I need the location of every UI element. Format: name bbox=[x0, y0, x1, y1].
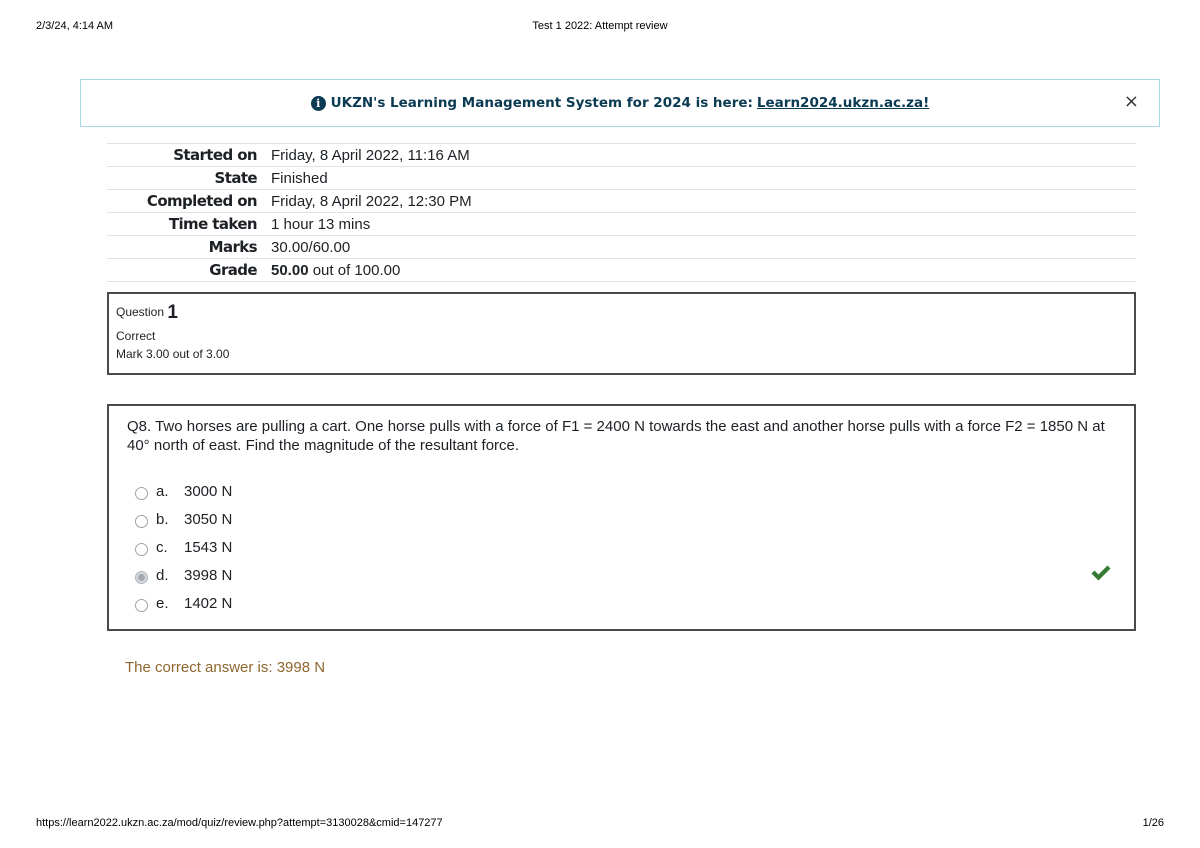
answer-option[interactable] bbox=[135, 478, 232, 506]
print-header bbox=[0, 20, 1200, 36]
print-footer bbox=[0, 817, 1200, 833]
answer-letter: e. bbox=[156, 594, 169, 612]
radio-button[interactable] bbox=[135, 515, 148, 528]
summary-value: 30.00/60.00 bbox=[271, 236, 1136, 259]
answer-list bbox=[135, 478, 232, 617]
grade-value: 50.00 bbox=[271, 261, 309, 279]
answer-text: 1402 N bbox=[184, 594, 233, 612]
notice-text: UKZN's Learning Management System for 2024 is here: bbox=[330, 95, 753, 111]
summary-label: Grade bbox=[107, 259, 271, 282]
grade-out-of: out of 100.00 bbox=[308, 261, 401, 279]
question-content bbox=[107, 404, 1136, 631]
summary-row bbox=[107, 259, 1136, 282]
answer-text: 1543 N bbox=[184, 538, 233, 556]
radio-button-selected[interactable] bbox=[135, 571, 148, 584]
close-icon[interactable]: × bbox=[1123, 91, 1139, 112]
summary-row bbox=[107, 144, 1136, 167]
answer-option[interactable] bbox=[135, 561, 232, 589]
answer-option[interactable] bbox=[135, 506, 232, 534]
question-label: Question bbox=[116, 305, 165, 319]
radio-button[interactable] bbox=[135, 543, 148, 556]
summary-label: Completed on bbox=[107, 190, 271, 213]
summary-value: Friday, 8 April 2022, 11:16 AM bbox=[271, 144, 1136, 167]
question-state: Correct bbox=[116, 329, 156, 343]
answer-letter: d. bbox=[156, 566, 169, 584]
notice-link[interactable]: Learn2024.ukzn.ac.za! bbox=[756, 95, 930, 111]
summary-value: Finished bbox=[271, 167, 1136, 190]
answer-option[interactable] bbox=[135, 589, 232, 617]
question-number bbox=[116, 300, 1127, 325]
summary-label: State bbox=[107, 167, 271, 190]
info-icon: i bbox=[311, 96, 326, 111]
summary-row bbox=[107, 236, 1136, 259]
summary-value: Friday, 8 April 2022, 12:30 PM bbox=[271, 190, 1136, 213]
print-title: Test 1 2022: Attempt review bbox=[532, 20, 668, 32]
summary-row bbox=[107, 213, 1136, 236]
summary-row bbox=[107, 190, 1136, 213]
summary-row bbox=[107, 167, 1136, 190]
correct-check-icon bbox=[1090, 564, 1112, 582]
radio-button[interactable] bbox=[135, 487, 148, 500]
print-page-number: 1/26 bbox=[1142, 817, 1164, 829]
question-num: 1 bbox=[167, 302, 178, 323]
print-url: https://learn2022.ukzn.ac.za/mod/quiz/review.php?attempt=3130028&cmid=147277 bbox=[36, 817, 443, 829]
summary-label: Marks bbox=[107, 236, 271, 259]
answer-text: 3050 N bbox=[184, 511, 233, 529]
radio-button[interactable] bbox=[135, 599, 148, 612]
correct-answer-feedback: The correct answer is: 3998 N bbox=[125, 659, 326, 676]
answer-text: 3000 N bbox=[184, 483, 233, 501]
lms-notice-banner bbox=[80, 79, 1160, 127]
question-info bbox=[107, 292, 1136, 375]
answer-letter: a. bbox=[156, 483, 169, 501]
answer-option[interactable] bbox=[135, 534, 232, 562]
answer-letter: b. bbox=[156, 511, 169, 529]
print-date: 2/3/24, 4:14 AM bbox=[36, 20, 114, 32]
summary-value: 1 hour 13 mins bbox=[271, 213, 1136, 236]
summary-value bbox=[271, 259, 1136, 282]
summary-label: Time taken bbox=[107, 213, 271, 236]
summary-label: Started on bbox=[107, 144, 271, 167]
answer-text: 3998 N bbox=[184, 566, 233, 584]
question-mark: Mark 3.00 out of 3.00 bbox=[116, 347, 230, 361]
attempt-summary-table bbox=[107, 143, 1136, 282]
answer-letter: c. bbox=[156, 538, 168, 556]
question-text: Q8. Two horses are pulling a cart. One horse pulls with a force of F1 = 2400 N towards the east and another horse pulls with a force F2 = 1850 N at 40° north of east. Find the magnitude of the resultant force. bbox=[127, 418, 1105, 454]
